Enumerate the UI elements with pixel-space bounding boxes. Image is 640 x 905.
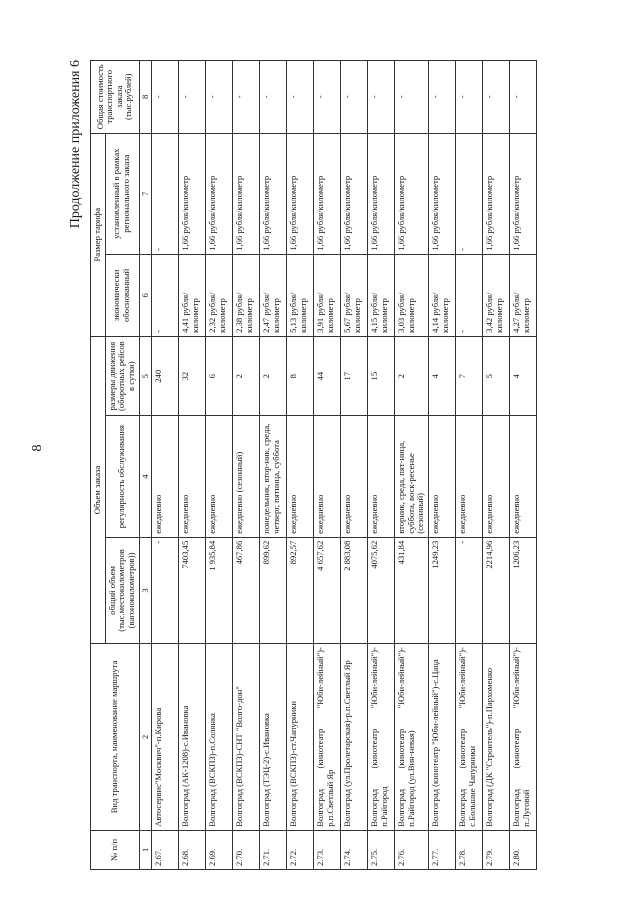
col-number: 7 [139, 133, 152, 254]
regularity-cell: ежедневно [483, 416, 510, 537]
col-number: 1 [139, 830, 152, 869]
row-number-cell: 2.67. [152, 830, 179, 869]
total-cost-cell: - [483, 61, 510, 134]
econ-tariff-cell: 4,14 рубля/ километр [429, 254, 456, 336]
trips-per-day-cell: 7 [456, 336, 483, 416]
route-name-cell: Волгоград (ВСКПЗ)-п.Солянка [206, 644, 233, 831]
table-row [368, 61, 395, 870]
total-cost-cell: - [368, 61, 395, 134]
trips-per-day-cell: 44 [314, 336, 341, 416]
regional-tariff-cell: - [456, 133, 483, 254]
route-name-cell: Волгоград (АК-1208)-с.Ивановка [179, 644, 206, 831]
total-cost-cell: - [233, 61, 260, 134]
trips-per-day-cell: 2 [395, 336, 429, 416]
trips-per-day-cell: 2 [233, 336, 260, 416]
row-number-cell: 2.74. [341, 830, 368, 869]
rotated-page-content [60, 60, 600, 870]
route-name-cell: Волгоград (кинотеатр "Юби-лейный")-п.Луговой [510, 644, 537, 831]
regularity-cell: ежедневно [314, 416, 341, 537]
col-number: 8 [139, 61, 152, 134]
header-num: № п/п [91, 830, 140, 869]
regional-tariff-cell: 1,66 рубля/километр [233, 133, 260, 254]
regional-tariff-cell: 1,66 рубля/километр [483, 133, 510, 254]
total-cost-cell: - [456, 61, 483, 134]
page-number: 8 [30, 444, 45, 452]
route-name-cell: Волгоград (кинотеатр "Юби-лейный")-с.Цаца [429, 644, 456, 831]
row-number-cell: 2.71. [260, 830, 287, 869]
trips-per-day-cell: 5 [483, 336, 510, 416]
total-volume-cell: - [152, 537, 179, 643]
regularity-cell: ежедневно [287, 416, 314, 537]
regional-tariff-cell: 1,66 рубля/километр [206, 133, 233, 254]
route-name-cell: Волгоград (кинотеатр "Юби-лейный")-п.Райгород (ул.Вин-невая) [395, 644, 429, 831]
econ-tariff-cell: 2,32 рубля/ километр [206, 254, 233, 336]
table-row [179, 61, 206, 870]
trips-per-day-cell: 6 [206, 336, 233, 416]
header-tariff: Размер тарифа [91, 133, 106, 336]
total-cost-cell: - [314, 61, 341, 134]
regularity-cell: ежедневно [179, 416, 206, 537]
trips-per-day-cell: 4 [510, 336, 537, 416]
total-volume-cell: 467,86 [233, 537, 260, 643]
route-name-cell: Автосервис"Москвич"-п.Кирова [152, 644, 179, 831]
econ-tariff-cell: 4,15 рубля/ километр [368, 254, 395, 336]
total-volume-cell: 899,62 [260, 537, 287, 643]
route-name-cell: Волгоград (кинотеатр "Юби-лейный")-п.Райгород [368, 644, 395, 831]
total-cost-cell: - [287, 61, 314, 134]
row-number-cell: 2.68. [179, 830, 206, 869]
regional-tariff-cell: 1,66 рубля/километр [314, 133, 341, 254]
route-name-cell: Волгоград (ВСКПЗ)-СНТ "Волго-дон" [233, 644, 260, 831]
table-row [456, 61, 483, 870]
regional-tariff-cell: 1,66 рубля/километр [287, 133, 314, 254]
econ-tariff-cell: 5,67 рубля/ километр [341, 254, 368, 336]
table-row [483, 61, 510, 870]
total-volume-cell: 431,84 [395, 537, 429, 643]
total-cost-cell: - [179, 61, 206, 134]
appendix-title: Продолжение приложения 6 [68, 60, 83, 229]
econ-tariff-cell: 2,38 рубля/ километр [233, 254, 260, 336]
route-schedule-table [90, 60, 537, 870]
route-name-cell: Волгоград (ДК "Строитель")-п.Пархоменко [483, 644, 510, 831]
header-trips: размеры движения (оборотных рейсов в сутки) [105, 336, 139, 416]
total-volume-cell: 2214,96 [483, 537, 510, 643]
col-number: 5 [139, 336, 152, 416]
header-regularity: регулярность обслуживания [105, 416, 139, 537]
trips-per-day-cell: 8 [287, 336, 314, 416]
total-volume-cell: 1 935,84 [206, 537, 233, 643]
table-row [510, 61, 537, 870]
trips-per-day-cell: 17 [341, 336, 368, 416]
row-number-cell: 2.76. [395, 830, 429, 869]
row-number-cell: 2.78. [456, 830, 483, 869]
trips-per-day-cell: 4 [429, 336, 456, 416]
header-transport: Вид транспорта, наименование маршрута [91, 644, 140, 831]
regularity-cell: ежедневно [429, 416, 456, 537]
table-row [314, 61, 341, 870]
econ-tariff-cell: 3,42 рубля/ километр [483, 254, 510, 336]
econ-tariff-cell: 4,27 рубля/ километр [510, 254, 537, 336]
header-econ: экономически обоснованный [105, 254, 139, 336]
header-regional: установленный в рамках регионального заказа [105, 133, 139, 254]
table-row [260, 61, 287, 870]
total-cost-cell: - [260, 61, 287, 134]
table-row [287, 61, 314, 870]
regional-tariff-cell: 1,66 рубля/километр [179, 133, 206, 254]
total-cost-cell: - [429, 61, 456, 134]
row-number-cell: 2.70. [233, 830, 260, 869]
total-volume-cell: 1249,23 [429, 537, 456, 643]
total-cost-cell: - [510, 61, 537, 134]
trips-per-day-cell: 32 [179, 336, 206, 416]
column-number-row [139, 61, 152, 870]
regularity-cell: ежедневно (сезонный) [233, 416, 260, 537]
route-name-cell: Волгоград (кинотеатр "Юби-лейный")-р.п.Светлый Яр [314, 644, 341, 831]
regional-tariff-cell: 1,66 рубля/километр [429, 133, 456, 254]
econ-tariff-cell: 5,13 рубля/ километр [287, 254, 314, 336]
col-number: 4 [139, 416, 152, 537]
table-row [341, 61, 368, 870]
col-number: 3 [139, 537, 152, 643]
table-row [429, 61, 456, 870]
trips-per-day-cell: 240 [152, 336, 179, 416]
row-number-cell: 2.77. [429, 830, 456, 869]
total-volume-cell: 7403,45 [179, 537, 206, 643]
regularity-cell: ежедневно [152, 416, 179, 537]
econ-tariff-cell: 2,47 рубля/ километр [260, 254, 287, 336]
regional-tariff-cell: 1,66 рубля/километр [341, 133, 368, 254]
total-cost-cell: - [206, 61, 233, 134]
regional-tariff-cell: 1,66 рубля/километр [368, 133, 395, 254]
route-name-cell: Волгоград (кинотеатр "Юби-лейный")-с.Большие Чапурники [456, 644, 483, 831]
row-number-cell: 2.72. [287, 830, 314, 869]
header-order-volume: Объем заказа [91, 336, 106, 643]
regional-tariff-cell: 1,66 рубля/километр [395, 133, 429, 254]
econ-tariff-cell: - [456, 254, 483, 336]
total-cost-cell: - [395, 61, 429, 134]
row-number-cell: 2.75. [368, 830, 395, 869]
econ-tariff-cell: 3,03 рубля/ километр [395, 254, 429, 336]
regularity-cell: ежедневно [206, 416, 233, 537]
regional-tariff-cell: - [152, 133, 179, 254]
col-number: 6 [139, 254, 152, 336]
trips-per-day-cell: 15 [368, 336, 395, 416]
total-cost-cell: - [341, 61, 368, 134]
col-number: 2 [139, 644, 152, 831]
header-total-volume: общий объем (тыс.местокилометров (вагонокилометров)) [105, 537, 139, 643]
regularity-cell: ежедневно [510, 416, 537, 537]
table-row [233, 61, 260, 870]
row-number-cell: 2.69. [206, 830, 233, 869]
regional-tariff-cell: 1,66 рубля/километр [260, 133, 287, 254]
econ-tariff-cell: 3,91 рубля/ километр [314, 254, 341, 336]
row-number-cell: 2.79. [483, 830, 510, 869]
route-name-cell: Волгоград (ул.Пролетарская)-р.п.Светлый Яр [341, 644, 368, 831]
total-volume-cell: - [456, 537, 483, 643]
table-row [395, 61, 429, 870]
header-total-cost: Общая стоимость транспортного заказа (тыс.рублей) [91, 61, 140, 134]
regional-tariff-cell: 1,66 рубля/километр [510, 133, 537, 254]
total-volume-cell: 4075,62 [368, 537, 395, 643]
regularity-cell: ежедневно [456, 416, 483, 537]
table-row [206, 61, 233, 870]
route-name-cell: Волгоград (ТЭЦ-2)-с.Ивановка [260, 644, 287, 831]
row-number-cell: 2.80. [510, 830, 537, 869]
row-number-cell: 2.73. [314, 830, 341, 869]
total-volume-cell: 892,57 [287, 537, 314, 643]
econ-tariff-cell: 4,41 рубля/ километр [179, 254, 206, 336]
total-cost-cell: - [152, 61, 179, 134]
regularity-cell: ежедневно [341, 416, 368, 537]
regularity-cell: вторник, среда, пят-ница, суббота, воск-ресенье (сезонный) [395, 416, 429, 537]
regularity-cell: ежедневно [368, 416, 395, 537]
econ-tariff-cell: - [152, 254, 179, 336]
trips-per-day-cell: 2 [260, 336, 287, 416]
table-row [152, 61, 179, 870]
total-volume-cell: 4 657,62 [314, 537, 341, 643]
route-name-cell: Волгоград (ВСКПЗ)-ст.Чапурники [287, 644, 314, 831]
total-volume-cell: 1206,23 [510, 537, 537, 643]
regularity-cell: понедельник, втор-ник, среда, четверг, пятница, суббота [260, 416, 287, 537]
total-volume-cell: 2 883,08 [341, 537, 368, 643]
